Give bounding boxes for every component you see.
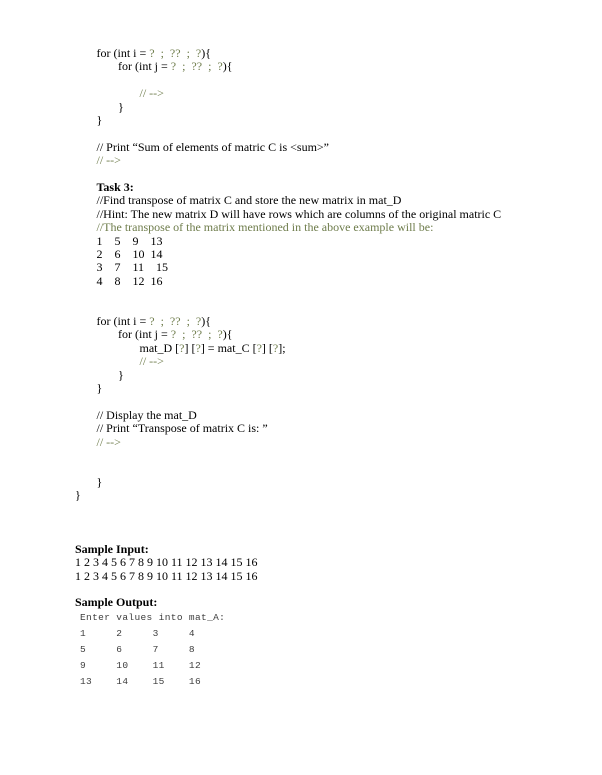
text-segment: ? [179, 340, 185, 355]
code-line-for-j [75, 60, 592, 73]
text-segment: // --> [139, 86, 164, 101]
text-segment: ){ [222, 59, 233, 74]
blank-line [75, 462, 592, 475]
text-segment: 4 8 12 16 [96, 273, 163, 288]
text-segment: ){ [201, 46, 212, 60]
text-segment: //The transpose of the matrix mentioned in the above example will be: [96, 220, 434, 235]
text-segment: } [96, 474, 103, 489]
blank-line [75, 168, 592, 181]
text-segment: ? ; ?? ; ? [170, 59, 223, 74]
blank-line [75, 529, 592, 542]
code-line-for-i [75, 315, 592, 328]
blank-line [75, 288, 592, 301]
text-segment: 13 14 15 16 [80, 675, 202, 687]
text-segment: ? [272, 340, 279, 355]
code-line-for-i [75, 47, 592, 60]
code-line-for-j [75, 328, 592, 341]
text-segment: } [75, 488, 81, 503]
text-segment: // Print “Transpose of matrix C is: ” [96, 421, 268, 436]
console-matrix-row [75, 642, 592, 658]
text-segment: 2 6 10 14 [96, 247, 163, 262]
text-segment: 3 7 11 15 [96, 260, 169, 275]
blank-line [75, 395, 592, 408]
text-segment: ? ; ?? ; ? [149, 314, 202, 329]
text-segment: 1 2 3 4 5 6 7 8 9 10 11 12 13 14 15 16 [75, 555, 258, 570]
matrix-row [75, 248, 592, 261]
text-segment: ){ [201, 314, 212, 329]
text-segment: 5 6 7 8 [80, 643, 195, 655]
blank-line [75, 583, 592, 596]
document-content [75, 47, 592, 690]
text-segment: // Display the mat_D [96, 407, 197, 422]
comment-line-print-sum [75, 141, 592, 154]
text-segment: ? ; ?? ; ? [149, 46, 202, 60]
text-segment: 1 5 9 13 [96, 233, 163, 248]
text-segment: ] [ [184, 340, 196, 355]
comment-line-arrow [75, 87, 592, 100]
console-matrix-row [75, 626, 592, 642]
matrix-row [75, 261, 592, 274]
text-segment: for (int i = [96, 46, 150, 60]
sample-input-heading [75, 543, 592, 556]
text-segment: // --> [96, 434, 121, 449]
text-segment: Sample Output: [75, 595, 158, 610]
blank-line [75, 302, 592, 315]
blank-line [75, 449, 592, 462]
matrix-row [75, 275, 592, 288]
comment-line-arrow [75, 436, 592, 449]
text-segment: Task 3: [96, 180, 134, 195]
text-segment: ? [256, 340, 262, 355]
code-line-brace [75, 382, 592, 395]
comment-line-print-transpose [75, 422, 592, 435]
comment-line-hint [75, 208, 592, 221]
text-segment: for (int i = [96, 314, 150, 329]
console-line-enter-values [75, 610, 592, 626]
text-segment: Enter values into mat_A: [80, 611, 226, 623]
text-segment: mat_D [ [139, 340, 180, 355]
sample-input-row [75, 570, 592, 583]
comment-line-find-transpose [75, 194, 592, 207]
text-segment: } [118, 99, 124, 114]
text-segment: 9 10 11 12 [80, 659, 202, 671]
comment-line-display [75, 409, 592, 422]
text-segment: ] = mat_C [ [200, 340, 257, 355]
text-segment: ? [195, 340, 201, 355]
text-segment: // --> [139, 354, 164, 369]
text-segment: Sample Input: [75, 541, 149, 556]
text-segment: // --> [96, 153, 121, 168]
blank-line [75, 74, 592, 87]
sample-input-row [75, 556, 592, 569]
text-segment: } [96, 113, 103, 128]
code-line-brace [75, 476, 592, 489]
comment-line-arrow [75, 154, 592, 167]
blank-line [75, 516, 592, 529]
console-matrix-row [75, 674, 592, 690]
text-segment: ){ [222, 327, 233, 342]
code-line-brace [75, 114, 592, 127]
text-segment: ] [ [261, 340, 273, 355]
blank-line [75, 503, 592, 516]
text-segment: 1 2 3 4 [80, 627, 195, 639]
text-segment: ]; [278, 340, 286, 355]
code-line-brace [75, 489, 592, 502]
blank-line [75, 127, 592, 140]
text-segment: } [118, 367, 124, 382]
text-segment: ? ; ?? ; ? [170, 327, 223, 342]
comment-line-arrow [75, 355, 592, 368]
code-line-assignment [75, 342, 592, 355]
text-segment: } [96, 381, 103, 396]
code-line-brace [75, 101, 592, 114]
console-matrix-row [75, 658, 592, 674]
text-segment: 1 2 3 4 5 6 7 8 9 10 11 12 13 14 15 16 [75, 568, 258, 583]
matrix-row [75, 235, 592, 248]
text-segment: // Print “Sum of elements of matric C is <sum>” [96, 139, 330, 154]
code-line-brace [75, 369, 592, 382]
task-heading [75, 181, 592, 194]
comment-line-transpose-note [75, 221, 592, 234]
text-segment: for (int j = [118, 327, 171, 342]
text-segment: for (int j = [118, 59, 171, 74]
sample-output-heading [75, 596, 592, 609]
text-segment: //Hint: The new matrix D will have rows which are columns of the original matric C [96, 206, 502, 221]
text-segment: //Find transpose of matrix C and store the new matrix in mat_D [96, 193, 402, 208]
